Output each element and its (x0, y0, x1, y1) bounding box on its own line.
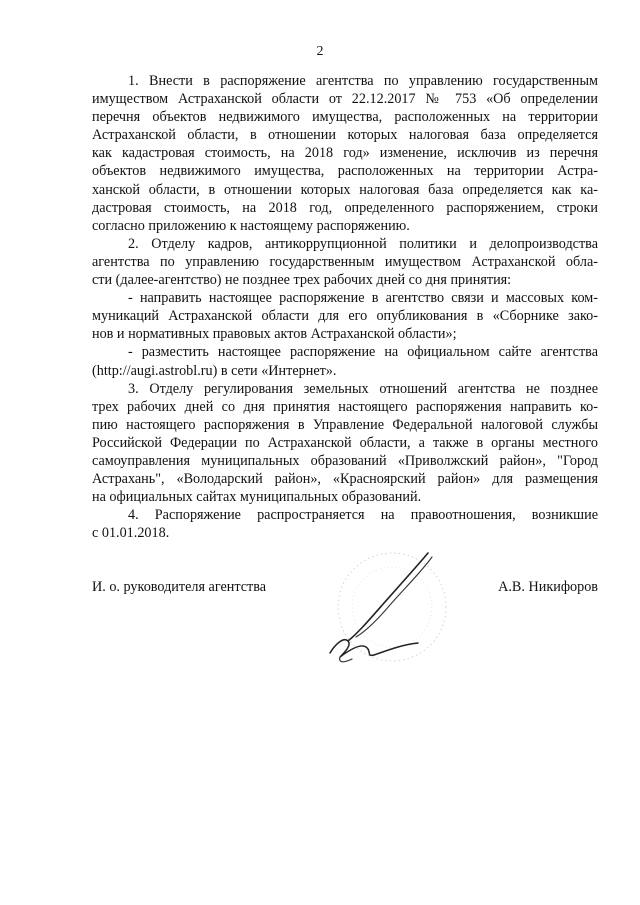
page-number: 2 (316, 44, 324, 59)
text-line: 2. Отделу кадров, антикоррупционной политики и делопроизводства (128, 235, 598, 252)
paragraph-1 (92, 72, 598, 235)
text-line: - направить настоящее распоряжение в агентство связи и массовых ком- (128, 290, 598, 307)
text-line: Российской Федерации по Астраханской области, а также в органы местного (92, 434, 598, 451)
text-line: агентства по управлению государственным имуществом Астраханской обла- (92, 253, 598, 270)
text-line: пию настоящего распоряжения в Управление Федеральной налоговой службы (92, 416, 598, 433)
text-line: перечня объектов недвижимого имущества, расположенных на территории (92, 109, 598, 126)
text-line: дастровая стоимость, на 2018 год, определенного распоряжением, строки (92, 199, 598, 216)
paragraph-2-item-1 (92, 289, 598, 343)
text-line: самоуправления муниципальных образований «Приволжский район», "Город (92, 452, 598, 469)
text-line: с 01.01.2018. (92, 525, 170, 542)
text-line: Астраханской области, в отношении которых налоговая база определяется (92, 127, 598, 144)
text-line: 1. Внести в распоряжение агентства по управлению государственным (128, 73, 598, 89)
handwritten-signature (300, 545, 490, 695)
text-line: трех рабочих дней со дня принятия настоящего распоряжения направить ко- (92, 398, 598, 415)
text-line: Астрахань", «Володарский район», «Красноярский район» для размещения (92, 471, 598, 488)
text-line: ханской области, в отношении которых налоговая база определяется как ка- (92, 181, 598, 198)
paragraph-4 (92, 506, 598, 542)
text-line: согласно приложению к настоящему распоряжению. (92, 217, 410, 234)
signatory-name: А.В. Никифоров (498, 579, 598, 595)
text-line: - разместить настоящее распоряжение на официальном сайте агентства (128, 344, 598, 361)
text-line: нов и нормативных правовых актов Астраханской области»; (92, 326, 457, 343)
signatory-title: И. о. руководителя агентства (92, 579, 267, 595)
text-line: 4. Распоряжение распространяется на правоотношения, возникшие (128, 507, 598, 524)
paragraph-2-item-2 (92, 343, 598, 379)
text-line: на официальных сайтах муниципальных образований. (92, 489, 422, 506)
text-line: объектов недвижимого имущества, расположенных на территории Астра- (92, 163, 598, 180)
paragraph-2 (92, 235, 598, 289)
text-line: (http://augi.astrobl.ru) в сети «Интернет». (92, 362, 337, 379)
text-line: 3. Отделу регулирования земельных отношений агентства не позднее (128, 380, 598, 397)
paragraph-3 (92, 380, 598, 507)
text-line: как кадастровая стоимость, на 2018 год» изменение, исключив из перечня (92, 145, 598, 162)
text-line: имуществом Астраханской области от 22.12.2017 № 753 «Об определении (92, 91, 598, 108)
document-body (92, 72, 598, 542)
text-line: муникаций Астраханской области для его опубликования в «Сборнике зако- (92, 308, 598, 325)
text-line: сти (далее-агентство) не позднее трех рабочих дней со дня принятия: (92, 272, 512, 289)
